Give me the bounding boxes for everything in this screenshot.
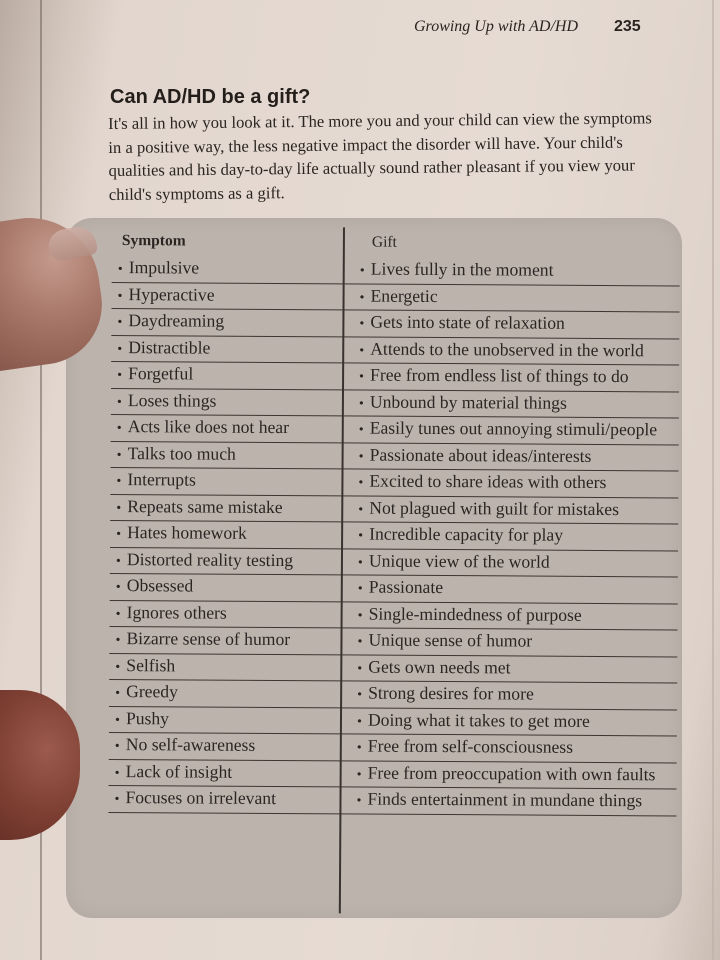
gift-cell [343,390,679,418]
bullet-icon: • [114,712,120,728]
symptom-cell [110,600,342,627]
bullet-icon: • [357,581,363,597]
symptom-cell [111,335,343,362]
symptom-text: Interrupts [127,469,196,490]
symptom-cell [112,256,344,283]
symptom-gift-table [108,226,680,816]
table-row [111,335,679,365]
gift-text: Single-mindedness of purpose [368,603,582,625]
symptom-text: Forgetful [128,363,194,384]
symptom-cell [111,362,343,389]
symptom-cell [111,441,343,468]
gift-cell [343,416,679,444]
bullet-icon: • [117,288,123,304]
symptom-cell [109,733,341,760]
gift-text: Not plagued with guilt for mistakes [369,497,620,519]
symptom-cell [110,468,342,495]
gift-cell [342,496,678,524]
gift-text: Gets into state of relaxation [370,311,565,333]
bullet-icon: • [115,659,121,675]
gift-text: Energetic [370,285,438,306]
gift-cell [342,549,678,577]
gift-text: Gets own needs met [368,656,511,677]
bullet-icon: • [117,341,123,357]
symptom-text: Hyperactive [128,283,215,305]
bullet-icon: • [358,528,364,544]
bullet-icon: • [115,580,121,596]
running-head: Growing Up with AD/HD [414,18,579,35]
page-right-edge [712,0,714,960]
gift-text: Lives fully in the moment [370,258,554,280]
bullet-icon: • [116,447,122,463]
bullet-icon: • [357,634,363,650]
symptom-cell [108,786,340,813]
bullet-icon: • [359,316,365,332]
symptom-text: Impulsive [128,257,200,278]
bullet-icon: • [115,553,121,569]
gift-cell [342,602,678,630]
gift-text: Excited to share ideas with others [369,470,607,493]
bullet-icon: • [117,368,123,384]
symptom-text: Distractible [128,336,211,358]
symptom-text: Acts like does not hear [127,416,290,438]
bullet-icon: • [356,714,362,730]
symptom-cell [111,388,343,415]
bullet-icon: • [356,740,362,756]
gift-text: Easily tunes out annoying stimuli/people [369,417,658,440]
gift-cell [343,310,679,338]
symptom-cell [111,415,343,442]
gift-text: Free from endless list of things to do [370,364,629,387]
symptom-text: Selfish [126,654,176,675]
symptom-text: Distorted reality testing [126,548,294,570]
gift-cell [341,655,677,683]
bullet-icon: • [115,686,121,702]
table-row [111,309,679,339]
symptom-cell [110,494,342,521]
intro-paragraph: It's all in how you look at it. The more you and your child can view the symptoms in a positive way, the less negative impact the disorder will have. Your child's qualities and his day-to-day life actually sound rather pleasant if you view your child's symptoms as a gift. [108,108,652,204]
table-row [109,733,677,763]
gift-text: Passionate [368,576,444,598]
bullet-icon: • [358,396,364,412]
symptom-cell [111,309,343,336]
gift-text: Strong desires for more [368,682,534,704]
symptom-cell [109,627,341,654]
gift-text: Passionate about ideas/interests [369,444,592,466]
symptom-text: Focuses on irrelevant [125,787,277,809]
symptom-text: No self-awareness [125,734,256,755]
table-row [111,362,679,392]
symptom-cell [110,521,342,548]
gift-cell [341,761,677,789]
header-gift: Gift [371,233,397,251]
bullet-icon: • [356,767,362,783]
gift-cell [343,284,679,312]
table-row [112,256,680,286]
table-body [108,256,679,816]
table-row [109,759,677,789]
bullet-icon: • [116,500,122,516]
gift-text: Free from preoccupation with own faults [367,762,656,784]
table-row [109,627,677,657]
symptom-text: Bizarre sense of humor [126,628,291,650]
bullet-icon: • [115,606,121,622]
page-number: 235 [614,18,641,35]
symptom-text: Talks too much [127,442,236,464]
bullet-icon: • [358,502,364,518]
gift-text: Attends to the unobserved in the world [370,338,644,360]
symptom-text: Greedy [126,681,179,702]
bullet-icon: • [115,633,121,649]
symptom-cell [109,706,341,733]
symptom-text: Repeats same mistake [127,495,283,517]
gift-text: Unique sense of humor [368,629,533,651]
bullet-icon: • [116,394,122,410]
bullet-icon: • [356,793,362,809]
bullet-icon: • [359,369,365,385]
table-row [111,388,679,418]
gift-text: Incredible capacity for play [369,523,564,545]
symptom-text: Obsessed [126,575,194,596]
gift-cell [343,337,679,365]
symptom-cell [111,282,343,309]
table-row [110,574,678,604]
symptom-cell [109,680,341,707]
table-row [110,521,678,551]
bullet-icon: • [357,608,363,624]
table-row [110,468,678,498]
gift-text: Unique view of the world [368,550,550,572]
table-row [111,415,679,445]
gift-cell [343,363,679,391]
section-title: Can AD/HD be a gift? [110,86,311,108]
table-row [111,282,679,312]
table-row [110,547,678,577]
symptom-text: Daydreaming [128,310,225,331]
bullet-icon: • [359,263,365,279]
bullet-icon: • [357,555,363,571]
gift-text: Unbound by material things [369,391,567,413]
gift-cell [344,257,680,285]
gift-cell [342,469,678,497]
bullet-icon: • [359,290,365,306]
table-row [110,600,678,630]
gift-text: Doing what it takes to get more [367,709,590,731]
gift-cell [341,708,677,736]
gift-cell [340,787,676,815]
bullet-icon: • [116,421,122,437]
bullet-icon: • [114,765,120,781]
bullet-icon: • [358,475,364,491]
symptom-cell [110,574,342,601]
table-row [109,706,677,736]
symptom-cell [109,653,341,680]
header-symptom: Symptom [121,232,186,250]
table-row [110,494,678,524]
bullet-icon: • [357,661,363,677]
bullet-icon: • [117,262,123,278]
symptom-text: Lack of insight [125,760,233,782]
bullet-icon: • [114,739,120,755]
table-row [109,680,677,710]
gift-cell [342,575,678,603]
table-row [109,653,677,683]
bullet-icon: • [358,422,364,438]
symptom-text: Hates homework [127,522,247,543]
gift-cell [341,681,677,709]
bullet-icon: • [359,343,365,359]
symptom-text: Loses things [127,389,217,411]
bullet-icon: • [114,792,120,808]
bullet-icon: • [357,687,363,703]
symptom-text: Pushy [125,707,170,728]
symptom-cell [109,759,341,786]
table-row [111,441,679,471]
gift-text: Free from self-consciousness [367,735,574,757]
bullet-icon: • [117,315,123,331]
gift-cell [343,443,679,471]
symptom-cell [110,547,342,574]
gift-text: Finds entertainment in mundane things [367,788,643,811]
gift-cell [341,628,677,656]
table-row [108,786,676,816]
gift-cell [342,522,678,550]
gift-cell [341,734,677,762]
symptom-text: Ignores others [126,601,227,623]
bullet-icon: • [116,527,122,543]
bullet-icon: • [358,449,364,465]
bullet-icon: • [116,474,122,490]
table-header [112,226,680,259]
